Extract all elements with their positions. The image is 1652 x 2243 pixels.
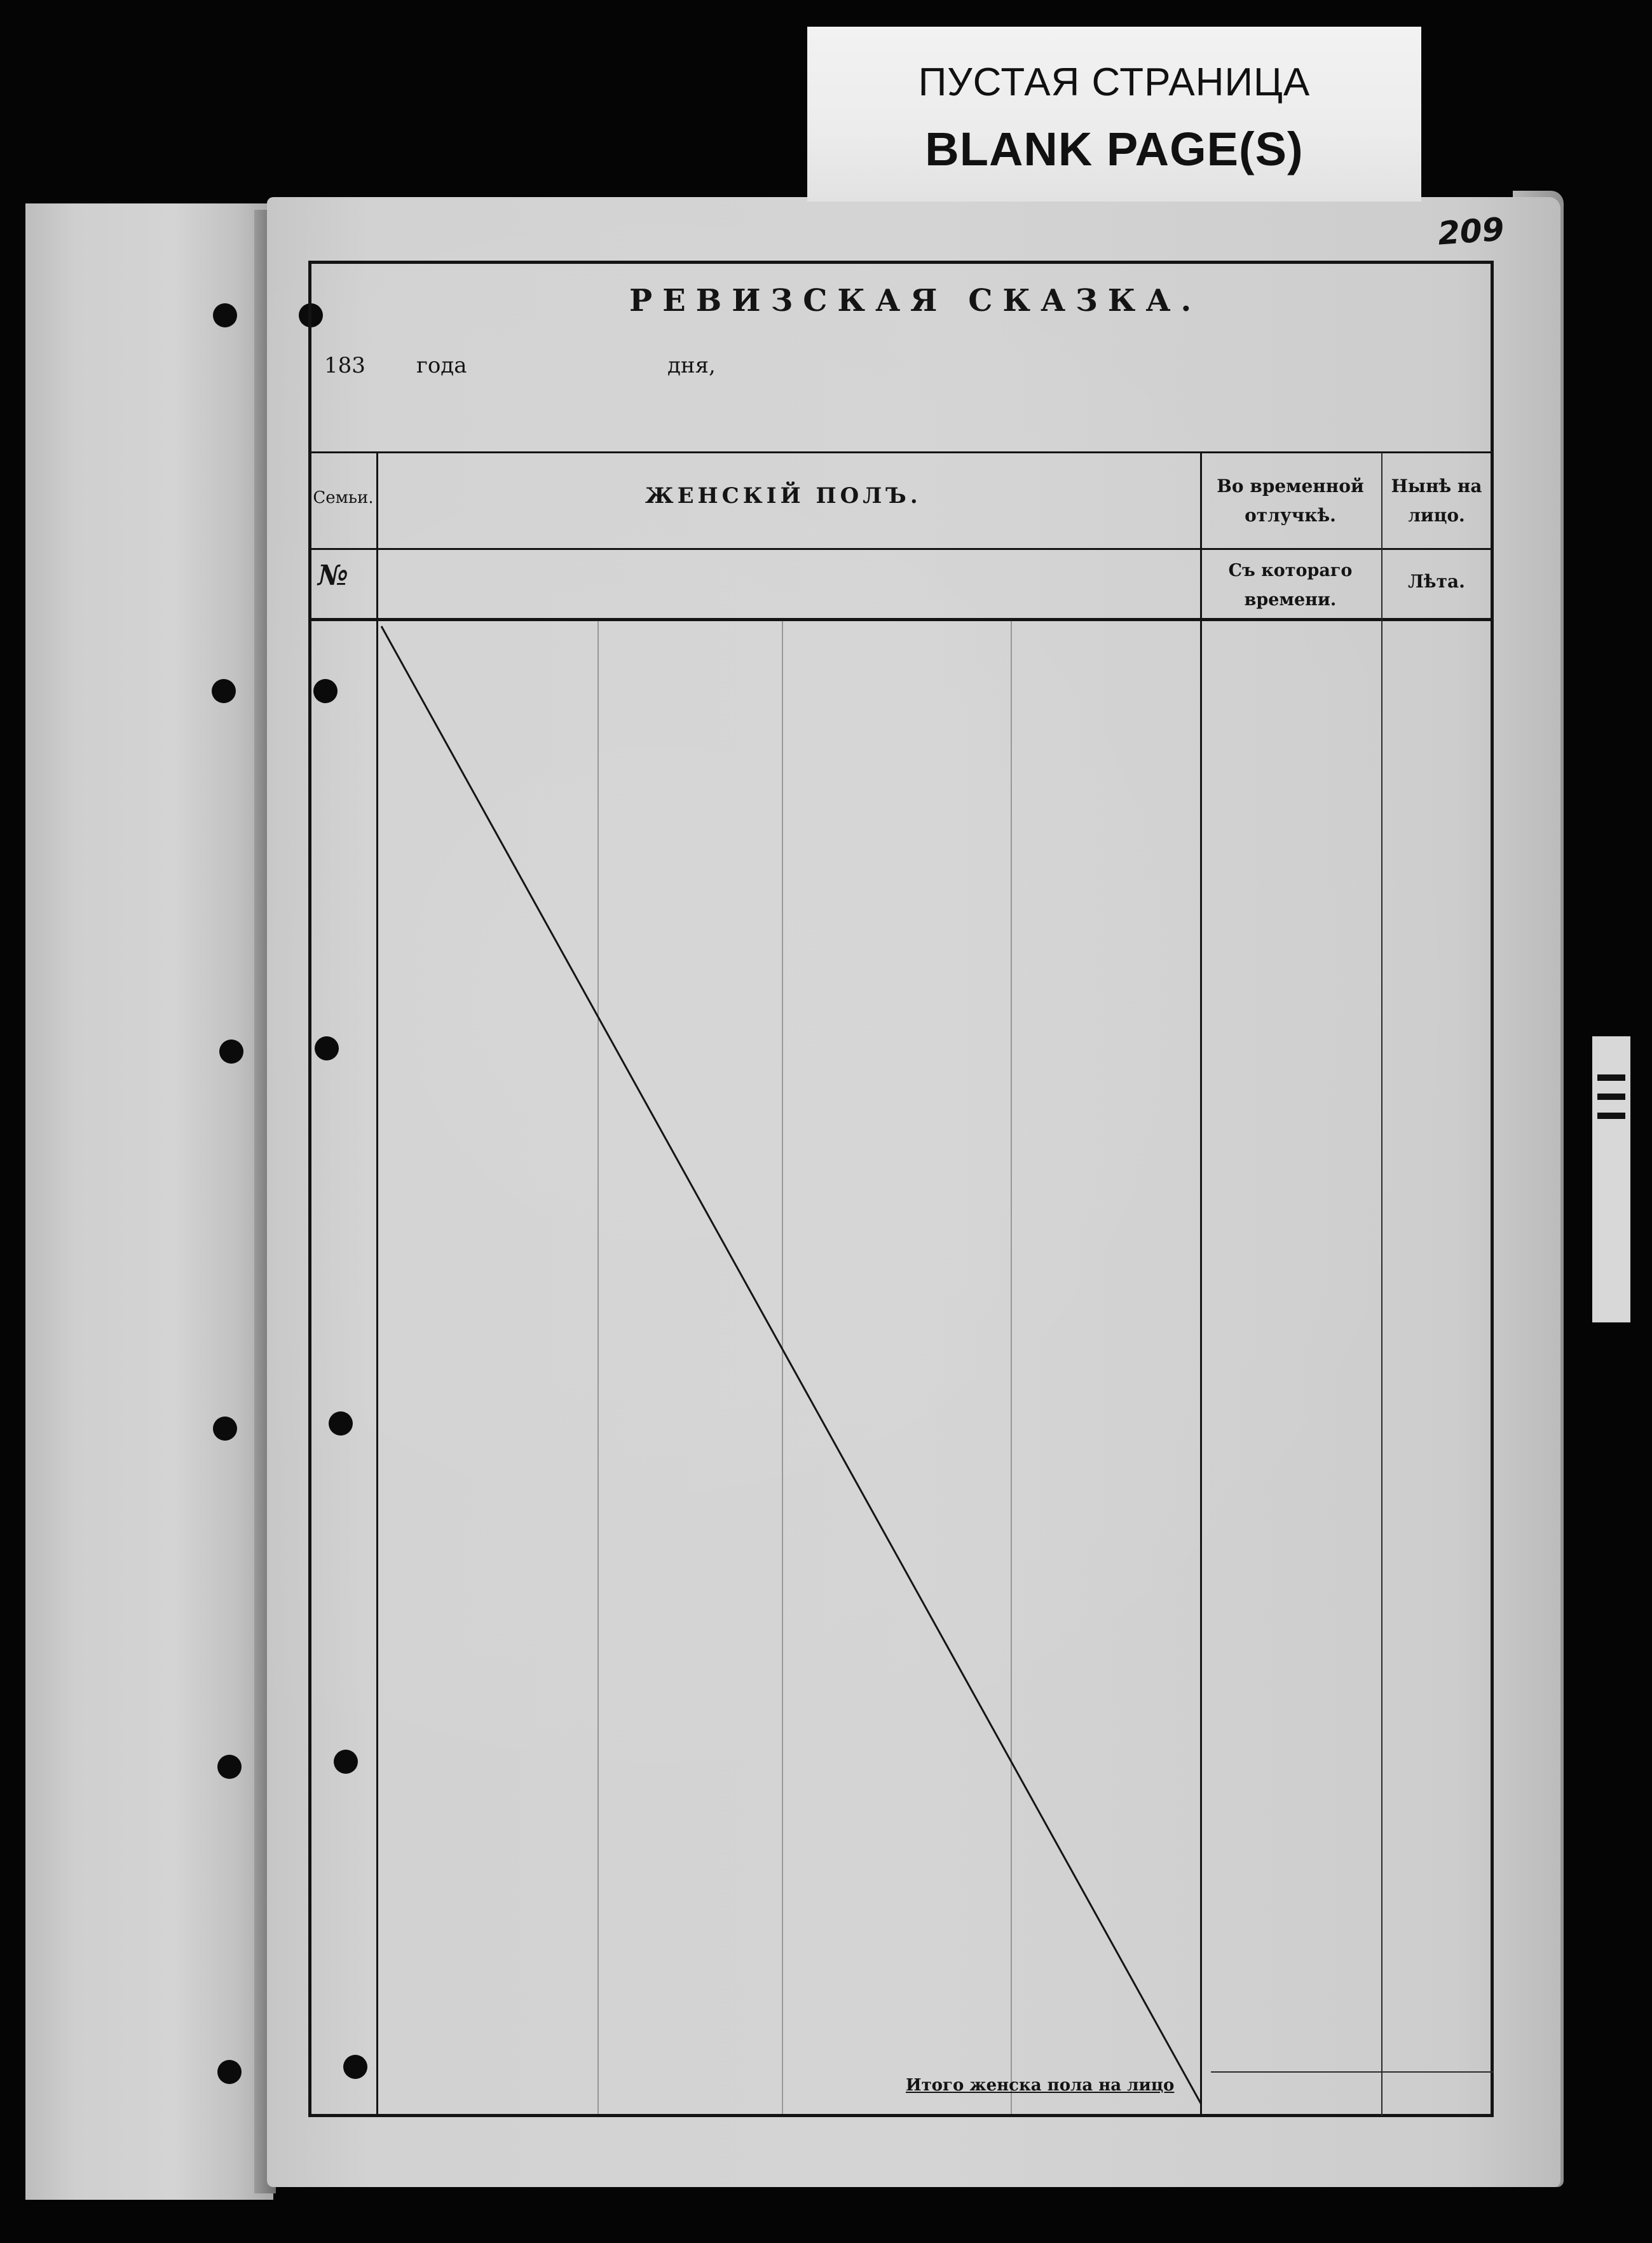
archive-scale-bar — [1592, 1036, 1630, 1322]
column-header-number: № — [318, 559, 348, 592]
column-header-now-present: Нынѣ на лицо. — [1391, 476, 1482, 526]
scale-bar-tick — [1597, 1094, 1625, 1100]
folio-number: 209 — [1437, 210, 1506, 252]
blank-page-label-russian: ПУСТАЯ СТРАНИЦА — [918, 60, 1311, 104]
day-word: дня, — [667, 353, 716, 378]
year-word: года — [416, 353, 467, 378]
year-prefix: 183 — [324, 353, 365, 378]
blank-page-label-english: BLANK PAGE(S) — [925, 123, 1304, 175]
column-header-family: Семьи. — [313, 488, 374, 507]
total-female-present: Итого женска пола на лицо — [906, 2076, 1175, 2095]
form-title: РЕВИЗСКАЯ СКАЗКА. — [629, 283, 1202, 319]
column-header-female-sex: ЖЕНСКІЙ ПОЛЪ. — [645, 483, 922, 509]
column-header-temporary-absence: Во временной отлучкѣ. — [1217, 476, 1364, 526]
column-header-years: Лѣта. — [1408, 571, 1465, 592]
scale-bar-tick — [1597, 1074, 1625, 1081]
column-header-since-when: Съ котораго времени. — [1228, 561, 1353, 610]
scale-bar-tick — [1597, 1113, 1625, 1119]
